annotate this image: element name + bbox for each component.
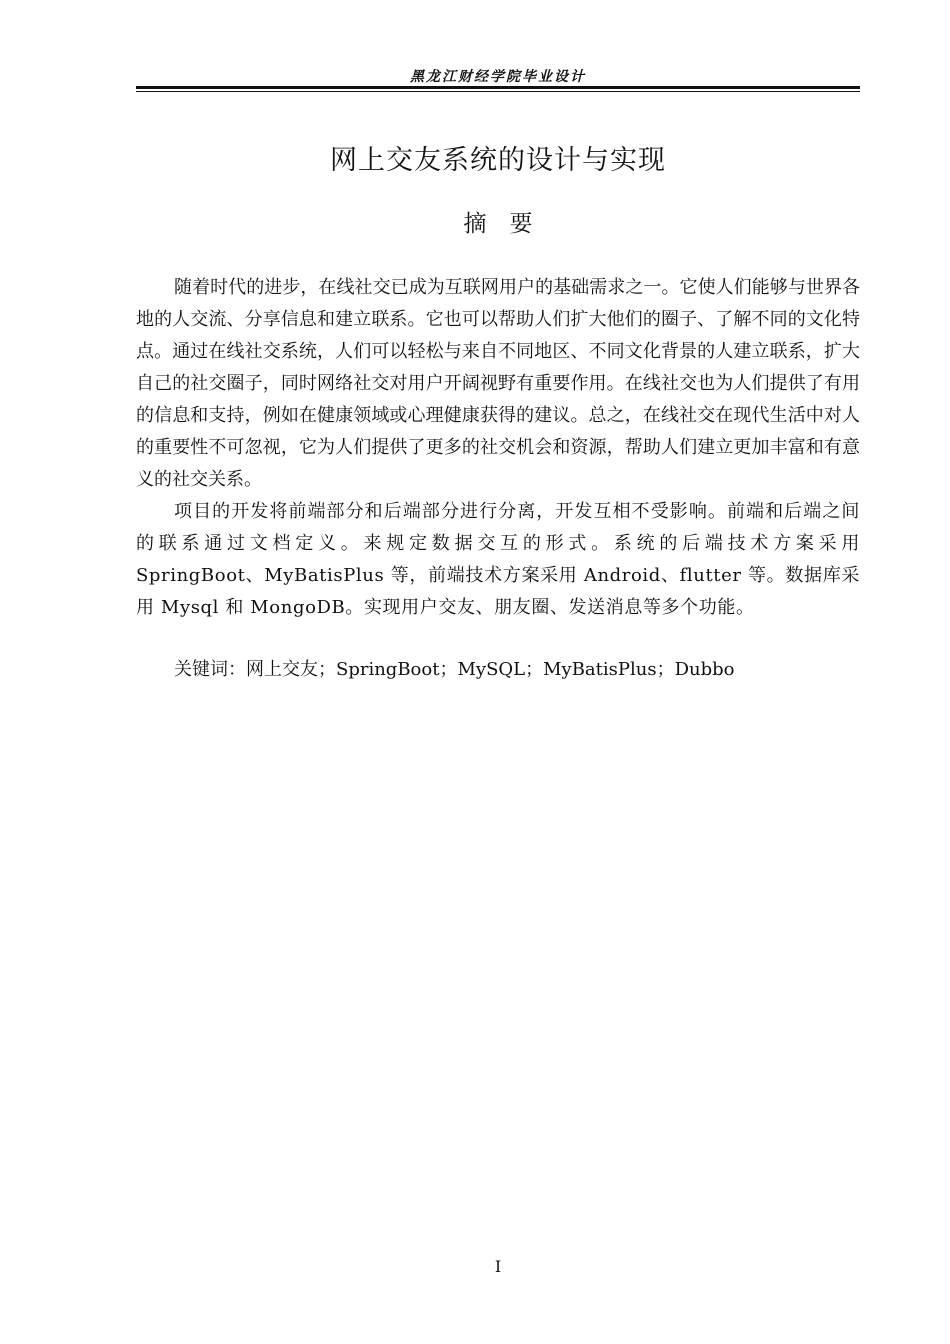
header-rule-thin [136, 91, 860, 92]
running-header: 黑龙江财经学院毕业设计 [410, 69, 586, 85]
keywords-label: 关键词： [174, 659, 246, 680]
keywords-line [136, 656, 860, 684]
abstract-paragraph-1: 随着时代的进步，在线社交已成为互联网用户的基础需求之一。它使人们能够与世界各地的人交流、分享信息和建立联系。它也可以帮助人们扩大他们的圈子、了解不同的文化特点。通过在线社交系统，人们可以轻松与来自不同地区、不同文化背景的人建立联系，扩大自己的社交圈子，同时网络社交对用户开阔视野有重要作用。在线社交也为人们提供了有用的信息和支持，例如在健康领域或心理健康获得的建议。总之，在线社交在现代生活中对人的重要性不可忽视，它为人们提供了更多的社交机会和资源，帮助人们建立更加丰富和有意义的社交关系。 [136, 277, 860, 490]
header-rule-thick [136, 86, 860, 89]
keywords-value: 网上交友；SpringBoot；MySQL；MyBatisPlus；Dubbo [246, 659, 735, 680]
abstract-heading: 摘 要 [463, 211, 533, 237]
page-number: I [494, 1257, 502, 1276]
document-title: 网上交友系统的设计与实现 [330, 145, 666, 176]
abstract-body [136, 272, 860, 624]
abstract-paragraph-2: 项目的开发将前端部分和后端部分进行分离，开发互相不受影响。前端和后端之间的联系通过文档定义。来规定数据交互的形式。系统的后端技术方案采用 SpringBoot、MyBatisPlus 等，前端技术方案采用 Android、flutter 等。数据库采用 Mysql 和 MongoDB。实现用户交友、朋友圈、发送消息等多个功能。 [136, 501, 860, 618]
